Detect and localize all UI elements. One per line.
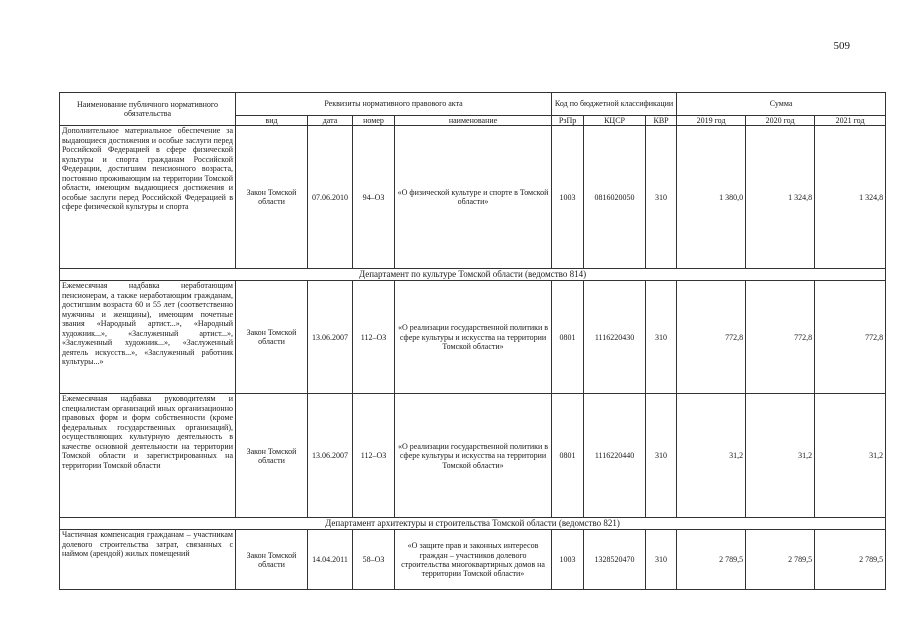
sum-2021: 2 789,5: [815, 530, 886, 590]
act-kind: Закон Томской области: [236, 394, 308, 518]
header-obligation: Наименование публичного нормативного обязательства: [60, 93, 236, 126]
code-kcsr: 0816020050: [584, 126, 646, 269]
header-sum: Сумма: [677, 93, 886, 116]
table-row: [60, 530, 886, 590]
table-row: [60, 126, 886, 269]
header-number: номер: [353, 116, 395, 126]
sum-2019: 772,8: [677, 281, 746, 394]
code-kvr: 310: [646, 530, 677, 590]
code-kcsr: 1116220430: [584, 281, 646, 394]
department-title: Департамент архитектуры и строительства Томской области (ведомство 821): [60, 518, 886, 530]
act-date: 07.06.2010: [308, 126, 353, 269]
act-date: 13.06.2007: [308, 281, 353, 394]
code-kcsr: 1116220440: [584, 394, 646, 518]
obligation-name: Ежемесячная надбавка неработающим пенсионерам, а также неработающим гражданам, достигшим возраста 60 и 55 лет (соответственно мужчины и женщины), имеющим почетные звания «Народный артист...», «Народный художник...», «Заслуженный артист...», «Заслуженный художник...», «Заслуженный деятель искусств...», «Заслуженный работник культуры...»: [60, 281, 236, 394]
obligation-name: Дополнительное материальное обеспечение за выдающиеся достижения и особые заслуги перед Российской Федерацией в сфере физической культуры и спорта гражданам Российской Федерации, достигшим пенсионного возраста, постоянно проживающим на территории Томской области, имеющим выдающиеся достижения и особые заслуги перед Российской Федерацией в сфере физической культуры и спорта: [60, 126, 236, 269]
table-row: [60, 281, 886, 394]
act-number: 112–ОЗ: [353, 281, 395, 394]
code-rzpr: 0801: [552, 394, 584, 518]
page-number: 509: [833, 40, 850, 52]
header-kind: вид: [236, 116, 308, 126]
code-kcsr: 1328520470: [584, 530, 646, 590]
sum-2019: 1 380,0: [677, 126, 746, 269]
header-kcsr: КЦСР: [584, 116, 646, 126]
sum-2019: 2 789,5: [677, 530, 746, 590]
sum-2020: 1 324,8: [746, 126, 815, 269]
obligation-name: Ежемесячная надбавка руководителям и специалистам организаций иных организационно правовых форм и форм собственности (кроме федеральных государственных организаций), осуществляющих культурную деятельность в качестве основной деятельности на территории Томской области и зарегистрированных на территории Томской области: [60, 394, 236, 518]
sum-2020: 31,2: [746, 394, 815, 518]
header-rzpr: РзПр: [552, 116, 584, 126]
sum-2021: 31,2: [815, 394, 886, 518]
sum-2020: 2 789,5: [746, 530, 815, 590]
act-title: «О защите прав и законных интересов граждан – участников долевого строительства многоквартирных домов на территории Томской области»: [395, 530, 552, 590]
code-rzpr: 1003: [552, 126, 584, 269]
act-title: «О реализации государственной политики в сфере культуры и искусства на территории Томской области»: [395, 394, 552, 518]
obligations-table: [59, 92, 886, 590]
act-kind: Закон Томской области: [236, 126, 308, 269]
department-row: [60, 518, 886, 530]
sum-2021: 772,8: [815, 281, 886, 394]
act-date: 13.06.2007: [308, 394, 353, 518]
header-budget-code: Код по бюджетной классификации: [552, 93, 677, 116]
act-number: 58–ОЗ: [353, 530, 395, 590]
act-title: «О реализации государственной политики в сфере культуры и искусства на территории Томской области»: [395, 281, 552, 394]
act-kind: Закон Томской области: [236, 530, 308, 590]
code-rzpr: 0801: [552, 281, 584, 394]
header-act-details: Реквизиты нормативного правового акта: [236, 93, 552, 116]
code-kvr: 310: [646, 281, 677, 394]
code-kvr: 310: [646, 126, 677, 269]
obligation-name: Частичная компенсация гражданам – участникам долевого строительства затрат, связанных с наймом (арендой) жилых помещений: [60, 530, 236, 590]
header-2020: 2020 год: [746, 116, 815, 126]
act-title: «О физической культуре и спорте в Томской области»: [395, 126, 552, 269]
sum-2020: 772,8: [746, 281, 815, 394]
act-number: 94–ОЗ: [353, 126, 395, 269]
department-row: [60, 269, 886, 281]
act-number: 112–ОЗ: [353, 394, 395, 518]
sum-2021: 1 324,8: [815, 126, 886, 269]
act-kind: Закон Томской области: [236, 281, 308, 394]
act-date: 14.04.2011: [308, 530, 353, 590]
sum-2019: 31,2: [677, 394, 746, 518]
code-kvr: 310: [646, 394, 677, 518]
code-rzpr: 1003: [552, 530, 584, 590]
table-row: [60, 394, 886, 518]
header-kvr: КВР: [646, 116, 677, 126]
header-2021: 2021 год: [815, 116, 886, 126]
department-title: Департамент по культуре Томской области (ведомство 814): [60, 269, 886, 281]
header-date: дата: [308, 116, 353, 126]
header-2019: 2019 год: [677, 116, 746, 126]
header-title: наименование: [395, 116, 552, 126]
